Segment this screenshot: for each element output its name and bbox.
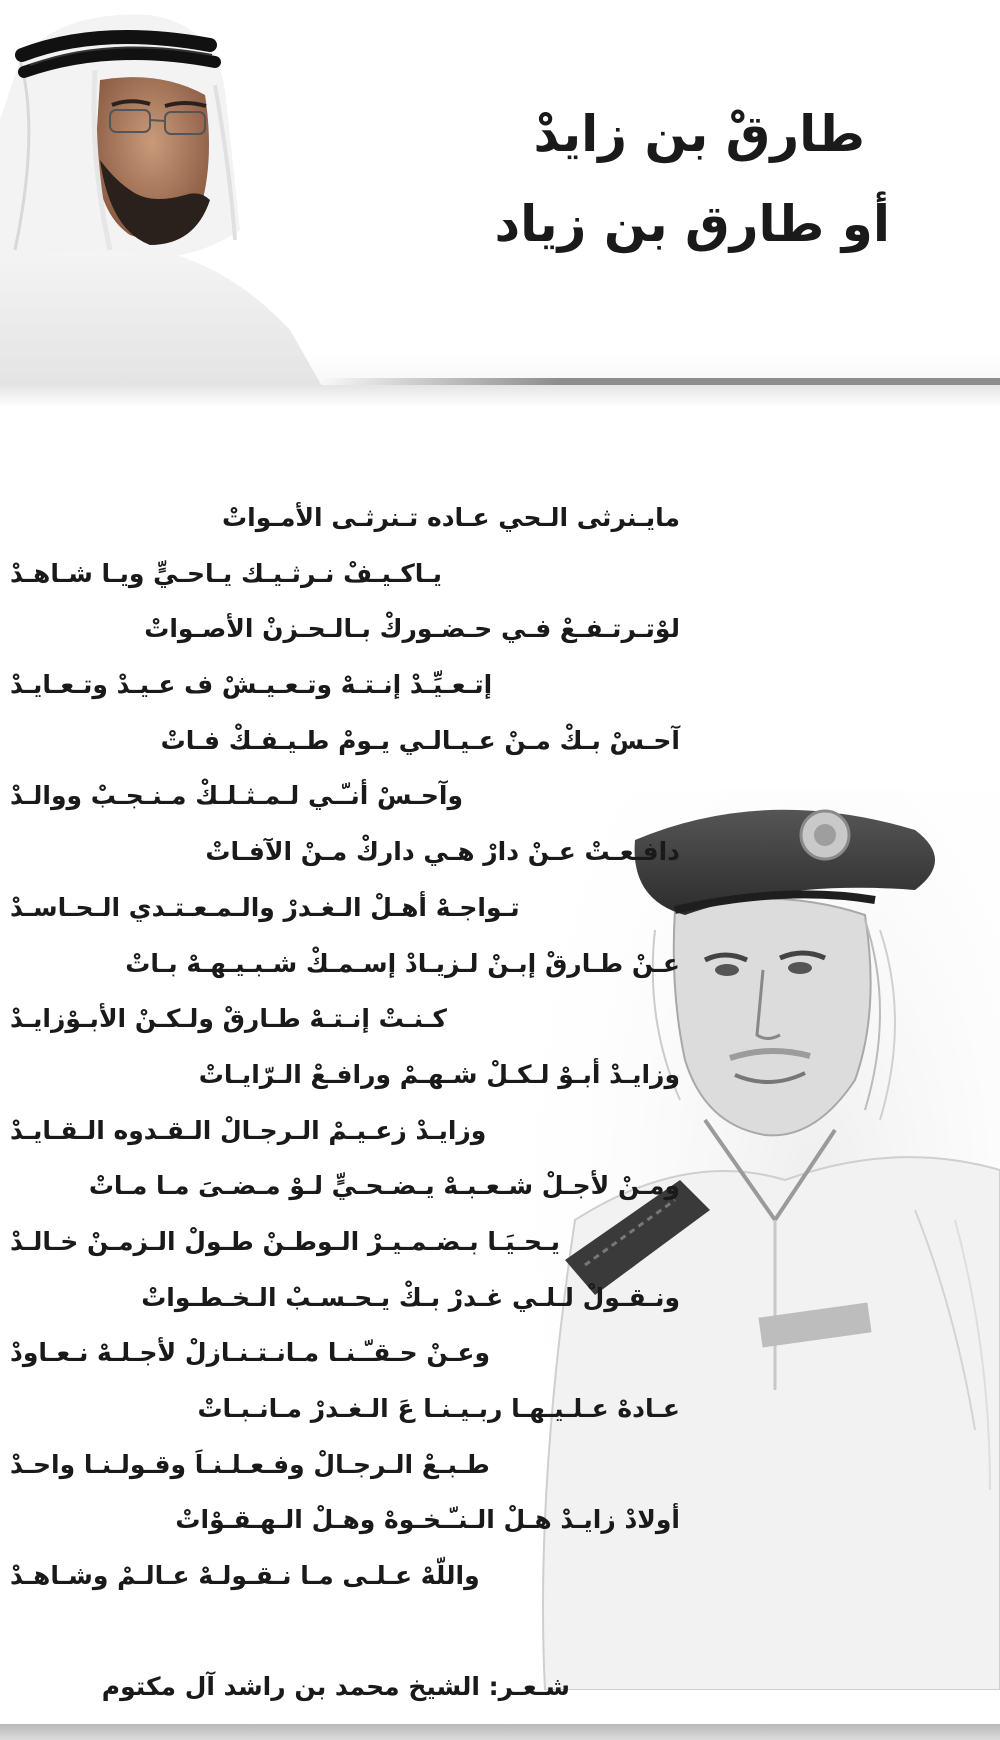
verse-15: ونـقـولْ لـلـي غـدرْ بـكْ يـحـسـبْ الـخـطـواتْ (141, 1282, 680, 1312)
poem (10, 490, 680, 1604)
verse-10-text: كـنـتْ إنـتـهْ طـارقْ ولـكـنْ الأبـوْزايـدْ (10, 1004, 447, 1034)
poet-credit: شـعـر: الشيخ محمد بن راشد آل مكتوم (101, 1672, 570, 1701)
verse-6-text: وآحـسْ أنـّـي لـمـثـلـكْ مـنـجـبْ ووالـدْ (10, 781, 464, 811)
verse-12 (10, 1103, 680, 1159)
verse-20-text: واللّهْ عـلـى مـا نـقـولـهْ عـالـمْ وشـاهـدْ (10, 1561, 480, 1591)
verse-14 (10, 1214, 680, 1270)
bottom-rule (0, 1724, 1000, 1740)
verse-19: أولادْ زايـدْ هـلْ الـنـّـخـوهْ وهـلْ الـهـقـوْاتْ (175, 1505, 680, 1535)
verse-14-text: يـحـيَـا بـضـمـيـرْ الـوطـنْ طـولْ الـزمـنْ خـالـدْ (10, 1226, 560, 1256)
header-divider-shadow (0, 385, 1000, 407)
header-divider (320, 378, 1000, 385)
verse-10 (10, 991, 680, 1047)
verse-11: وزايـدْ أبـوْ لـكـلْ شـهـمْ ورافـعْ الـرّايـاتْ (198, 1059, 680, 1089)
title-line-2: أو طارق بن زياد (494, 195, 890, 253)
verse-4-text: إتـعـيِّـدْ إنـتـهْ وتـعـيـشْ ف عـيـدْ وتـعـايـدْ (10, 670, 493, 700)
verse-1: مايـنرثى الـحي عـاده تـنرثـى الأمـواتْ (222, 503, 680, 532)
verse-5: آحـسْ بـكْ مـنْ عـيـالـي يـومْ طـيـفـكْ فـاتْ (160, 725, 680, 755)
verse-8 (10, 880, 680, 936)
verse-13: ومـنْ لأجـلْ شـعـبـهْ يـضـحـيٍّ لـوْ مـضـىَ مـا مـاتْ (88, 1171, 680, 1201)
verse-18-text: طـبـعْ الـرجـالْ وفـعـلـنـاَ وقـولـنـا واحـدْ (10, 1449, 490, 1479)
verse-16-text: وعـنْ حـقـّـنـا مـانـتـنـازلْ لأجـلـهْ نـعـاودْ (10, 1338, 491, 1368)
verse-9: عـنْ طـارقْ إبـنْ لـزيـادْ إسـمـكْ شـبـيـهـهْ بـاتْ (125, 948, 680, 978)
verse-18 (10, 1437, 680, 1493)
verse-6 (10, 768, 680, 824)
verse-12-text: وزايـدْ زعـيـمْ الـرجـالْ الـقـدوه الـقـايـدْ (10, 1115, 487, 1145)
verse-2 (10, 546, 680, 602)
verse-7: دافـعـتْ عـنْ دارْ هـي داركْ مـنْ الآفـاتْ (205, 837, 680, 867)
verse-20 (10, 1548, 680, 1604)
verse-16 (10, 1325, 680, 1381)
verse-3: لوْتـرتـفـعْ فـي حـضـوركْ بـالـحـزنْ الأصـواتْ (144, 614, 680, 644)
portrait-sheikh (0, 0, 330, 400)
verse-17: عـادهْ عـلـيـهـا ربـيـنـا عَ الـغـدرْ مـانـبـاتْ (197, 1394, 680, 1423)
title-line-1: طارقْ بن زايدْ (533, 105, 865, 163)
verse-2-text: يـاكـيـفْ نـرثـيـك يـاحـيٍّ ويـا شـاهـدْ (10, 558, 443, 588)
verse-4 (10, 657, 680, 713)
verse-8-text: تـواجـهْ أهـلْ الـغـدرْ والـمـعـتـدي الـحـاسـدْ (10, 892, 520, 922)
